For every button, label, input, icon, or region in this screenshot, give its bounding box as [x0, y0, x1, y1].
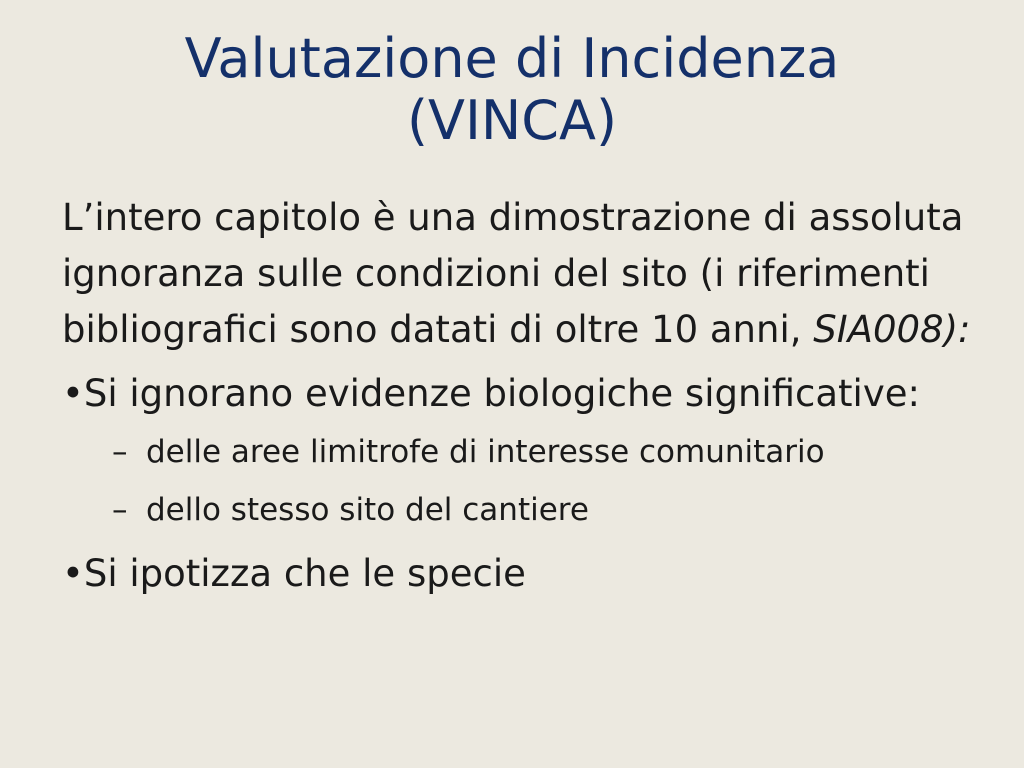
intro-paragraph	[62, 190, 982, 358]
slide-body	[62, 190, 982, 610]
sub-bullet-text: delle aree limitrofe di interesse comunitario	[146, 434, 825, 470]
intro-citation: SIA008):	[813, 308, 971, 351]
bullet-item	[62, 366, 982, 422]
sub-bullet-item	[62, 488, 982, 532]
bullet-item	[62, 546, 982, 602]
bullet-text: Si ipotizza che le specie	[83, 552, 526, 595]
slide-title-line-2: (VINCA)	[406, 89, 618, 152]
sub-bullet-marker: –	[112, 492, 128, 528]
slide-title-line-1: Valutazione di Incidenza	[184, 27, 840, 90]
slide-title	[0, 28, 1024, 152]
bullet-text: Si ignorano evidenze biologiche significative:	[83, 372, 920, 415]
sub-bullet-item	[62, 430, 982, 474]
intro-text: L’intero capitolo è una dimostrazione di assoluta ignoranza sulle condizioni del sito (i riferimenti bibliografici sono datati di oltre 10 anni,	[62, 196, 964, 351]
bullet-marker: •	[62, 372, 84, 415]
sub-bullet-marker: –	[112, 434, 128, 470]
sub-bullet-text: dello stesso sito del cantiere	[146, 492, 589, 528]
bullet-marker: •	[62, 552, 84, 595]
